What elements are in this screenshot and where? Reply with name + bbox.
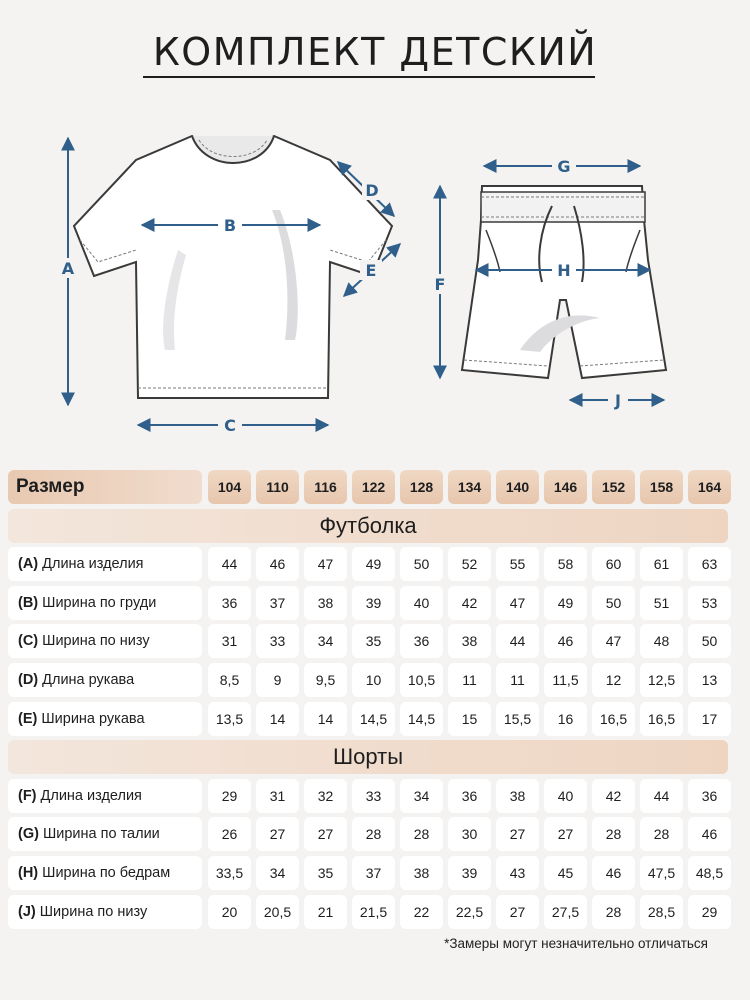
value-cell: 63 <box>688 547 731 581</box>
value-cell: 37 <box>256 586 299 620</box>
measurement-name: Длина рукава <box>42 672 135 688</box>
value-cell: 48,5 <box>688 856 731 890</box>
value-cell: 28 <box>592 817 635 851</box>
value-cell: 40 <box>544 779 587 813</box>
value-cell: 47 <box>592 624 635 658</box>
value-cell: 10 <box>352 663 395 697</box>
size-header-cell: 104 <box>208 470 251 504</box>
measurement-code: (J) <box>18 903 36 920</box>
measurement-name: Ширина по бедрам <box>42 865 171 881</box>
label-f: F <box>434 275 446 294</box>
size-header-cell: 164 <box>688 470 731 504</box>
value-cell: 30 <box>448 817 491 851</box>
value-cell: 9,5 <box>304 663 347 697</box>
value-cell: 28 <box>640 817 683 851</box>
value-cell: 36 <box>448 779 491 813</box>
value-cell: 11 <box>496 663 539 697</box>
value-cell: 27,5 <box>544 895 587 929</box>
measurement-name: Ширина рукава <box>41 710 145 727</box>
value-cell: 27 <box>496 817 539 851</box>
label-a: A <box>61 259 75 278</box>
value-cell: 49 <box>544 586 587 620</box>
label-b: B <box>223 216 237 235</box>
table-row <box>8 702 728 736</box>
value-cell: 40 <box>400 586 443 620</box>
value-cell: 46 <box>544 624 587 658</box>
label-c: C <box>224 416 236 435</box>
value-cell: 29 <box>688 895 731 929</box>
value-cell: 21,5 <box>352 895 395 929</box>
value-cell: 34 <box>304 624 347 658</box>
table-row <box>8 779 728 813</box>
value-cell: 22,5 <box>448 895 491 929</box>
measurement-label <box>8 817 202 851</box>
value-cell: 27 <box>304 817 347 851</box>
value-cell: 16 <box>544 702 587 736</box>
table-row <box>8 895 728 929</box>
table-row <box>8 586 728 620</box>
value-cell: 43 <box>496 856 539 890</box>
label-e: E <box>365 261 377 280</box>
size-header-cell: 128 <box>400 470 443 504</box>
value-cell: 53 <box>688 586 731 620</box>
measurement-code: (E) <box>18 710 38 727</box>
value-cell: 16,5 <box>640 702 683 736</box>
value-cell: 42 <box>448 586 491 620</box>
value-cell: 48 <box>640 624 683 658</box>
value-cell: 33,5 <box>208 856 251 890</box>
measurement-name: Ширина по низу <box>42 633 150 650</box>
label-g: G <box>557 157 571 176</box>
measurement-name: Длина изделия <box>40 787 142 804</box>
measurement-code: (B) <box>18 594 39 611</box>
value-cell: 46 <box>256 547 299 581</box>
value-cell: 38 <box>304 586 347 620</box>
value-cell: 47 <box>304 547 347 581</box>
value-cell: 46 <box>592 856 635 890</box>
value-cell: 27 <box>256 817 299 851</box>
value-cell: 50 <box>592 586 635 620</box>
value-cell: 29 <box>208 779 251 813</box>
value-cell: 9 <box>256 663 299 697</box>
table-row <box>8 663 728 697</box>
table-row <box>8 817 728 851</box>
value-cell: 10,5 <box>400 663 443 697</box>
value-cell: 60 <box>592 547 635 581</box>
value-cell: 14,5 <box>352 702 395 736</box>
title-underline <box>143 76 595 78</box>
value-cell: 58 <box>544 547 587 581</box>
value-cell: 27 <box>544 817 587 851</box>
measurement-label <box>8 856 202 890</box>
value-cell: 20,5 <box>256 895 299 929</box>
measurement-name: Ширина по низу <box>39 903 148 920</box>
value-cell: 52 <box>448 547 491 581</box>
value-cell: 37 <box>352 856 395 890</box>
value-cell: 28,5 <box>640 895 683 929</box>
measurement-label <box>8 586 202 620</box>
measurement-label <box>8 663 202 697</box>
value-cell: 31 <box>208 624 251 658</box>
tshirt-drawing <box>74 136 392 398</box>
measurement-label <box>8 624 202 658</box>
measurement-note: *Замеры могут незначительно отличаться <box>444 936 708 951</box>
label-d: D <box>365 181 379 200</box>
value-cell: 27 <box>496 895 539 929</box>
size-header-label: Размер <box>8 470 202 504</box>
value-cell: 8,5 <box>208 663 251 697</box>
value-cell: 38 <box>400 856 443 890</box>
size-header-cell: 134 <box>448 470 491 504</box>
value-cell: 35 <box>304 856 347 890</box>
value-cell: 13 <box>688 663 731 697</box>
size-header-cell: 116 <box>304 470 347 504</box>
label-h: H <box>557 261 571 280</box>
value-cell: 13,5 <box>208 702 251 736</box>
measurement-code: (C) <box>18 633 39 650</box>
value-cell: 28 <box>352 817 395 851</box>
section-title: Футболка <box>8 509 728 543</box>
value-cell: 33 <box>256 624 299 658</box>
measurement-label <box>8 779 202 813</box>
section-title: Шорты <box>8 740 728 774</box>
value-cell: 38 <box>448 624 491 658</box>
size-header-cell: 158 <box>640 470 683 504</box>
measurement-name: Ширина по талии <box>42 826 160 843</box>
value-cell: 44 <box>640 779 683 813</box>
measurement-label <box>8 547 202 581</box>
measurement-label <box>8 895 202 929</box>
value-cell: 28 <box>592 895 635 929</box>
size-header-cell: 152 <box>592 470 635 504</box>
value-cell: 12,5 <box>640 663 683 697</box>
value-cell: 34 <box>256 856 299 890</box>
value-cell: 39 <box>448 856 491 890</box>
value-cell: 47,5 <box>640 856 683 890</box>
value-cell: 15 <box>448 702 491 736</box>
measurement-code: (F) <box>18 787 37 804</box>
value-cell: 22 <box>400 895 443 929</box>
value-cell: 14,5 <box>400 702 443 736</box>
garment-diagram <box>0 110 750 450</box>
value-cell: 61 <box>640 547 683 581</box>
value-cell: 45 <box>544 856 587 890</box>
value-cell: 46 <box>688 817 731 851</box>
measurement-code: (G) <box>18 826 39 843</box>
value-cell: 34 <box>400 779 443 813</box>
value-cell: 12 <box>592 663 635 697</box>
value-cell: 51 <box>640 586 683 620</box>
value-cell: 38 <box>496 779 539 813</box>
value-cell: 35 <box>352 624 395 658</box>
value-cell: 31 <box>256 779 299 813</box>
value-cell: 16,5 <box>592 702 635 736</box>
measurement-code: (H) <box>18 865 39 881</box>
value-cell: 36 <box>688 779 731 813</box>
value-cell: 44 <box>496 624 539 658</box>
value-cell: 20 <box>208 895 251 929</box>
value-cell: 28 <box>400 817 443 851</box>
value-cell: 42 <box>592 779 635 813</box>
value-cell: 33 <box>352 779 395 813</box>
value-cell: 17 <box>688 702 731 736</box>
value-cell: 36 <box>400 624 443 658</box>
shorts-drawing <box>462 186 666 378</box>
value-cell: 55 <box>496 547 539 581</box>
page-title: КОМПЛЕКТ ДЕТСКИЙ <box>152 30 598 74</box>
table-row <box>8 547 728 581</box>
measurement-name: Ширина по груди <box>42 594 157 611</box>
value-cell: 36 <box>208 586 251 620</box>
value-cell: 47 <box>496 586 539 620</box>
value-cell: 21 <box>304 895 347 929</box>
value-cell: 26 <box>208 817 251 851</box>
value-cell: 50 <box>400 547 443 581</box>
measurement-name: Длина изделия <box>42 556 144 573</box>
value-cell: 49 <box>352 547 395 581</box>
value-cell: 39 <box>352 586 395 620</box>
value-cell: 50 <box>688 624 731 658</box>
label-j: J <box>615 391 621 410</box>
table-row <box>8 624 728 658</box>
value-cell: 14 <box>256 702 299 736</box>
size-header-cell: 140 <box>496 470 539 504</box>
value-cell: 11 <box>448 663 491 697</box>
measurement-code: (A) <box>18 556 39 573</box>
measurement-label <box>8 702 202 736</box>
size-header-cell: 122 <box>352 470 395 504</box>
size-header-cell: 110 <box>256 470 299 504</box>
value-cell: 14 <box>304 702 347 736</box>
value-cell: 32 <box>304 779 347 813</box>
value-cell: 15,5 <box>496 702 539 736</box>
value-cell: 44 <box>208 547 251 581</box>
measurement-code: (D) <box>18 672 39 688</box>
table-row <box>8 856 728 890</box>
size-header-cell: 146 <box>544 470 587 504</box>
value-cell: 11,5 <box>544 663 587 697</box>
size-header-row <box>8 470 728 504</box>
